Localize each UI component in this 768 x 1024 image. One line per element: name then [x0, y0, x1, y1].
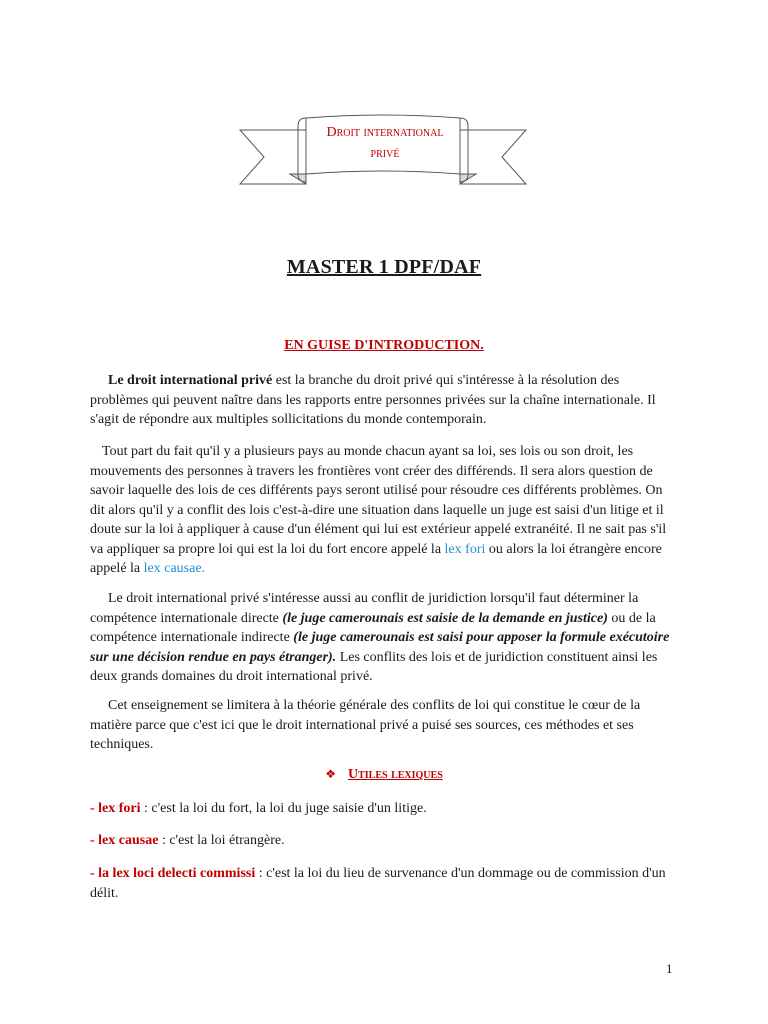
lex-causae-link: lex causae. — [143, 561, 206, 576]
lexique-def: : c'est la loi du lieu de survenance d'un dommage ou de commission d'un délit. — [90, 866, 666, 901]
paragraph-4 — [90, 696, 672, 755]
page-number: 1 — [666, 961, 673, 976]
lexique-def: : c'est la loi du fort, la loi du juge saisie d'un litige. — [140, 801, 427, 816]
p4-text: Cet enseignement se limitera à la théorie générale des conflits de loi qui constitue le cœur de la matière parce que c'est ici que le droit international privé a puisé ses sources, ces méthodes et ses techniques. — [90, 698, 641, 752]
p3-a: Le droit international privé s'intéresse aussi au conflit de juridiction lorsqu'il faut déterminer la compétence internationale directe — [90, 591, 639, 626]
lexique-item — [90, 864, 672, 903]
lexique-term: - lex causae — [90, 833, 159, 848]
lexique-item — [90, 831, 672, 851]
title-banner — [238, 112, 528, 194]
paragraph-2 — [90, 442, 672, 579]
p1-rest: est la branche du droit privé qui s'intéresse à la résolution des problèmes qui peuvent naître dans les rapports entre personnes privées sur la chaîne internationale. Il s'agit de répondre aux multiples sollicitations du monde contemporain. — [90, 373, 656, 427]
lexiques-heading — [0, 767, 768, 783]
p3-d: (le juge camerounais est saisi pour apposer la formule exécutoire sur une décision rendue en pays étranger). — [90, 630, 670, 665]
p1-bold-lead: Le droit international privé — [108, 373, 273, 388]
banner-line-1: Droit international — [326, 125, 444, 140]
lexique-term: - lex fori — [90, 801, 141, 816]
diamond-bullet-icon: ❖ — [325, 767, 336, 781]
lexique-def: : c'est la loi étrangère. — [158, 833, 285, 848]
p2-mid: ou alors la loi étrangère encore appelé la — [90, 541, 662, 576]
p2-text: Tout part du fait qu'il y a plusieurs pays au monde chacun ayant sa loi, ses lois ou son droit, les mouvements des personnes à travers les frontières vont créer des différends. Il sera alors question de savoir laquelle des lois de ces différents pays seront utilisé pour résoudre ces différents problèmes. On dit alors qu'il y a conflit des lois c'est-à-dire une situation dans laquelle un juge est saisi d'un litige et il doute sur la loi à appliquer à cause d'un élément qui lui est extérieur appelé extranéité. Il ne sait pas s'il va appliquer sa propre loi qui est la loi du fort encore appelé la — [90, 444, 667, 557]
page-title: MASTER 1 DPF/DAF — [286, 256, 482, 278]
banner-title — [310, 122, 460, 164]
p3-e: Les conflits des lois et de juridiction constituent ainsi les deux grands domaines du droit international privé. — [90, 649, 658, 684]
p3-c: ou de la compétence internationale indirecte — [90, 610, 656, 645]
p3-b: (le juge camerounais est saisie de la demande en justice) — [282, 610, 608, 626]
lexique-term: - la lex loci delecti commissi — [90, 866, 256, 881]
intro-heading: EN GUISE D'INTRODUCTION. — [284, 338, 484, 353]
banner-line-2: privé — [370, 146, 400, 161]
lexique-item — [90, 799, 672, 819]
lex-fori-link: lex fori — [444, 541, 486, 557]
lexiques-title: Utiles lexiques — [348, 767, 443, 782]
paragraph-3 — [90, 589, 672, 687]
paragraph-1 — [90, 371, 672, 430]
